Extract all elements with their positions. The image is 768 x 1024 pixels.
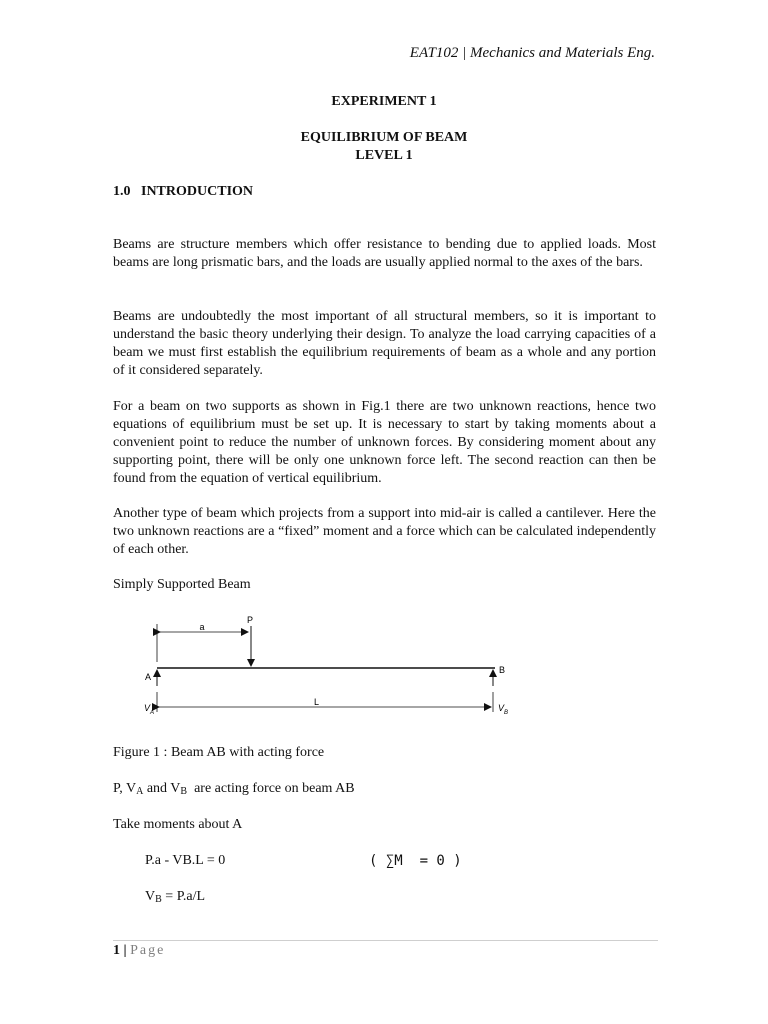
section-heading: 1.0 INTRODUCTION	[113, 184, 254, 199]
label-vb	[498, 703, 508, 716]
document-header: EAT102 | Mechanics and Materials Eng.	[409, 45, 655, 61]
eq2-v: V	[145, 889, 156, 904]
paragraph-4: Another type of beam which projects from a support into mid-air is called a cantilever. Here the two unknown reactions are a “fixed” moment and a force which can be calculated independently of each other.	[113, 506, 656, 557]
label-L: L	[314, 697, 320, 707]
beam-diagram	[140, 612, 530, 722]
eq2-rest: = P.a/L	[161, 889, 206, 904]
label-p: P	[246, 615, 254, 625]
page-word: Page	[130, 943, 166, 958]
label-va-sub: A	[150, 710, 155, 716]
paragraph-3: For a beam on two supports as shown in Fig.1 there are two unknown reactions, hence two equations of equilibrium must be set up. It is necessary to start by taking moments about a convenient point to reduce the number of unknown forces. By considering moment about any supporting point, there will be only one unknown force left. The second reaction can then be found from the equation of vertical equilibrium.	[113, 399, 656, 486]
acting-rest-text: are acting force on beam AB	[187, 781, 355, 796]
topic-title: EQUILIBRIUM OF BEAM	[300, 130, 468, 145]
label-va-base: V	[144, 703, 151, 713]
eq2-sub: B	[155, 894, 162, 905]
figure-caption: Figure 1 : Beam AB with acting force	[113, 745, 325, 760]
page-footer	[113, 943, 165, 959]
equation-2	[145, 889, 205, 905]
footer-separator: |	[120, 943, 131, 958]
acting-and-text: and V	[143, 781, 181, 796]
footer-divider	[113, 940, 658, 941]
paragraph-2: Beams are undoubtedly the most important of all structural members, so it is important to understand the basic theory underlying their design. To analyze the load carrying capacities of a beam we must first establish the equilibrium requirements of beam as a whole and any portion of it considered separately.	[113, 309, 656, 378]
label-B: B	[499, 665, 506, 675]
acting-forces-line	[113, 781, 355, 797]
equation-1: P.a - VB.L = 0	[145, 853, 226, 868]
experiment-title: EXPERIMENT 1	[331, 94, 437, 109]
acting-sub-b: B	[180, 786, 188, 797]
level-title: LEVEL 1	[355, 148, 413, 163]
moments-line: Take moments about A	[113, 817, 243, 832]
paragraph-1: Beams are structure members which offer resistance to bending due to applied loads. Most beams are long prismatic bars, and the loads are usually applied normal to the axes of the bars.	[113, 237, 656, 270]
figure-heading: Simply Supported Beam	[113, 577, 251, 592]
equation-1-note: ( ∑M = 0 )	[369, 853, 462, 869]
label-vb-base: V	[498, 703, 505, 713]
label-A: A	[145, 672, 152, 682]
label-a: a	[199, 622, 205, 632]
label-va	[144, 703, 154, 716]
acting-sub-a: A	[136, 786, 144, 797]
acting-p-text: P, V	[113, 781, 137, 796]
label-vb-sub: B	[504, 710, 509, 716]
page-number: 1	[113, 943, 120, 958]
